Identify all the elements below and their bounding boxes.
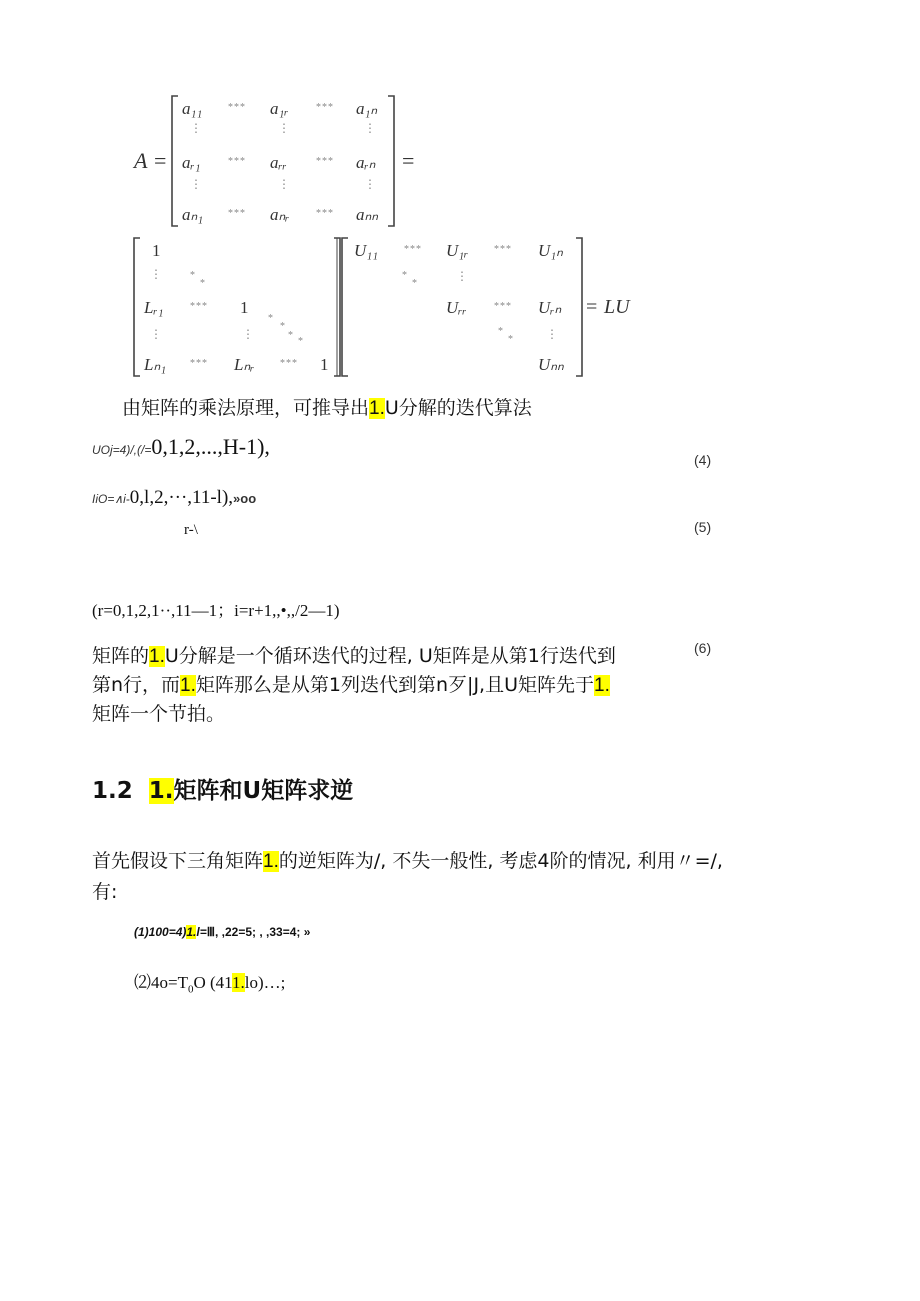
highlight: 1. (263, 851, 279, 872)
highlight: 1. (180, 675, 196, 696)
a1r-entry: a₁ᵣ (270, 99, 289, 118)
lrr-entry: 1 (240, 298, 249, 317)
a11-entry: a₁₁ (182, 99, 203, 118)
matrix-a-symbol: A (134, 148, 148, 173)
vdots: ⋮ (150, 327, 162, 341)
dots: *** (228, 156, 246, 167)
ddots: * (190, 270, 196, 281)
equation-5-number: (5) (694, 519, 712, 535)
dots: *** (316, 156, 334, 167)
matrix-u-right-bracket (576, 238, 582, 376)
vdots: ⋮ (364, 121, 376, 135)
lnn-entry: 1 (320, 355, 329, 374)
u1r-entry: U₁ᵣ (446, 241, 469, 260)
highlight: 1. (186, 925, 197, 939)
dots: *** (228, 102, 246, 113)
arr-entry: aᵣᵣ (270, 153, 287, 172)
u1n-entry: U₁ₙ (538, 241, 563, 260)
paragraph-line: 首先假设下三角矩阵1.的逆矩阵为/, 不失一般性, 考虑4阶的情况, 利用〃=/, (92, 850, 723, 872)
paragraph-line: 有: (92, 881, 118, 903)
an1-entry: aₙ₁ (182, 205, 204, 224)
vdots: ⋮ (364, 177, 376, 191)
lu-decomposition-matrix-figure (120, 88, 660, 388)
equation-4-number: (4) (694, 452, 712, 468)
vdots: ⋮ (150, 267, 162, 281)
urr-entry: Uᵣᵣ (446, 298, 467, 317)
ar1-entry: aᵣ₁ (182, 153, 201, 172)
vdots: ⋮ (190, 177, 202, 191)
ann-entry: aₙₙ (356, 205, 379, 224)
dots: *** (228, 208, 246, 219)
dots: *** (280, 358, 298, 369)
equation-4: UOj=4)/,(/=0,1,2,...,H-1), (92, 434, 270, 459)
vdots: ⋮ (546, 327, 558, 341)
paragraph-line: 矩阵一个节拍。 (92, 703, 226, 725)
l11-entry: 1 (152, 241, 161, 260)
matrix-a-right-bracket (388, 96, 394, 226)
equation-6: (r=0,1,2,1··,11—1；i=r+1,,•,,/2—1) (92, 601, 340, 620)
highlight: 1. (149, 646, 165, 667)
dots: *** (316, 102, 334, 113)
dots: *** (316, 208, 334, 219)
equation-5-subscript: r-\ (184, 522, 198, 538)
ddots: * (280, 321, 286, 332)
ddots: * (412, 278, 418, 289)
inverse-paragraph (92, 846, 723, 907)
highlight: 1. (148, 778, 174, 804)
paragraph-line: 第n行，而1.矩阵那么是从第1列迭代到第n歹|J,且U矩阵先于1. (92, 674, 610, 696)
highlight: 1. (232, 973, 245, 992)
unn-entry: Uₙₙ (538, 355, 564, 374)
ddots: * (508, 334, 514, 345)
dots: *** (190, 358, 208, 369)
matrix-l-left-bracket (134, 238, 140, 376)
loop-paragraph (92, 642, 616, 729)
a1n-entry: a₁ₙ (356, 99, 378, 118)
equals-sign: = (154, 148, 167, 173)
highlight: 1. (594, 675, 610, 696)
ddots: * (288, 330, 294, 341)
step-1-equation: (1)100=4)1.l=Ⅲ, ,22=5; , ,33=4; » (134, 925, 311, 939)
dots: *** (494, 244, 512, 255)
matrix-u-left-bracket (342, 238, 348, 376)
step-2-equation: $⑵4o=T_0O$ (411.lo)…; (134, 973, 286, 996)
ln1-entry: Lₙ₁ (144, 355, 167, 374)
matrix-a-left-bracket (172, 96, 178, 226)
equation-6-number: (6) (694, 640, 712, 656)
section-title: 矩阵和U矩阵求逆 (173, 778, 354, 804)
equation-5: IiO=∧i-0,l,2,···,11-l),»oo (92, 487, 257, 508)
vdots: ⋮ (278, 177, 290, 191)
urn-entry: Uᵣₙ (538, 298, 562, 317)
highlight: 1. (369, 398, 385, 419)
arn-entry: aᵣₙ (356, 153, 376, 172)
lu-symbol: LU (604, 296, 630, 318)
dots: *** (404, 244, 422, 255)
paragraph-line: 矩阵的1.U分解是一个循环迭代的过程, U矩阵是从第1行迭代到 (92, 645, 616, 667)
ddots: * (200, 278, 206, 289)
vdots: ⋮ (456, 269, 468, 283)
dots: *** (190, 301, 208, 312)
dots: *** (494, 301, 512, 312)
equals-sign-3: = (586, 296, 598, 318)
vdots: ⋮ (278, 121, 290, 135)
ddots: * (498, 326, 504, 337)
ddots: * (268, 313, 274, 324)
intro-paragraph: 由矩阵的乘法原理，可推导出1.U分解的迭代算法 (122, 397, 532, 419)
ddots: * (298, 336, 304, 347)
anr-entry: aₙᵣ (270, 205, 290, 224)
section-heading (92, 772, 353, 805)
lnr-entry: Lₙᵣ (234, 355, 255, 374)
equals-sign-2: = (402, 148, 415, 173)
vdots: ⋮ (242, 327, 254, 341)
u11-entry: U₁₁ (354, 241, 379, 260)
ddots: * (402, 270, 408, 281)
lr1-entry: Lᵣ₁ (144, 298, 164, 317)
vdots: ⋮ (190, 121, 202, 135)
section-number: 1.2 (92, 778, 133, 804)
